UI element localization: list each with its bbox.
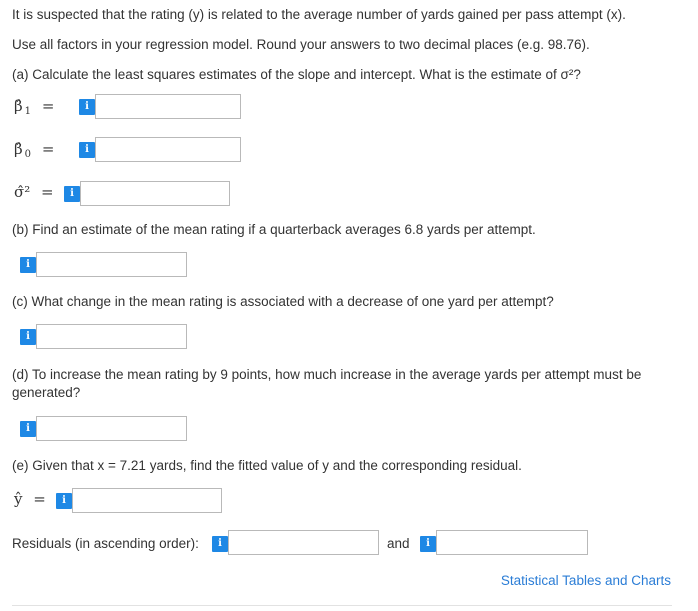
and-label: and — [387, 536, 410, 551]
yhat-info-icon[interactable]: i — [56, 493, 72, 509]
part-c-question: (c) What change in the mean rating is associated with a decrease of one yard per attempt? — [12, 294, 554, 309]
sigma-input[interactable] — [80, 181, 230, 206]
yhat-input[interactable] — [72, 488, 222, 513]
sigma-equals: = — [41, 183, 54, 201]
part-b-question: (b) Find an estimate of the mean rating if a quarterback averages 6.8 yards per attempt. — [12, 222, 536, 237]
part-c-input[interactable] — [36, 324, 187, 349]
part-d-question: (d) To increase the mean rating by 9 points, how much increase in the average yards per attempt must be generated? — [12, 367, 642, 400]
yhat-symbol: ŷ — [14, 490, 23, 508]
beta0-equals: = — [41, 140, 55, 158]
beta0-label — [14, 140, 54, 158]
sigma-info-icon[interactable]: i — [64, 186, 80, 202]
residual2-info-icon[interactable]: i — [420, 536, 436, 552]
residual1-info-icon[interactable]: i — [212, 536, 228, 552]
sigma-label — [14, 183, 54, 201]
residual1-input[interactable] — [228, 530, 379, 555]
beta1-symbol: β̂ — [14, 97, 23, 115]
yhat-equals: = — [33, 490, 46, 508]
part-c-info-icon[interactable]: i — [20, 329, 36, 345]
part-e-question: (e) Given that x = 7.21 yards, find the fitted value of y and the corresponding residual. — [12, 458, 522, 473]
residual2-input[interactable] — [436, 530, 588, 555]
part-d-info-icon[interactable]: i — [20, 421, 36, 437]
beta1-subscript: 1 — [24, 106, 32, 117]
beta1-equals: = — [41, 97, 55, 115]
intro-line-1: It is suspected that the rating (y) is related to the average number of yards gained per pass attempt (x). — [12, 7, 626, 22]
bottom-divider — [12, 605, 672, 606]
beta0-input[interactable] — [95, 137, 241, 162]
beta1-label — [14, 97, 54, 115]
beta0-symbol: β̂ — [14, 140, 23, 158]
part-a-question: (a) Calculate the least squares estimates of the slope and intercept. What is the estimate of σ²? — [12, 67, 581, 82]
part-b-input[interactable] — [36, 252, 187, 277]
beta0-info-icon[interactable]: i — [79, 142, 95, 158]
statistical-tables-link[interactable]: Statistical Tables and Charts — [500, 573, 671, 588]
intro-line-2: Use all factors in your regression model. Round your answers to two decimal places (e.g. 98.76). — [12, 37, 590, 52]
part-b-info-icon[interactable]: i — [20, 257, 36, 273]
residuals-label: Residuals (in ascending order): — [12, 536, 199, 551]
beta1-info-icon[interactable]: i — [79, 99, 95, 115]
beta1-input[interactable] — [95, 94, 241, 119]
yhat-label — [14, 490, 46, 508]
sigma-symbol: σ̂² — [14, 183, 31, 201]
part-d-input[interactable] — [36, 416, 187, 441]
beta0-subscript: 0 — [24, 149, 32, 160]
